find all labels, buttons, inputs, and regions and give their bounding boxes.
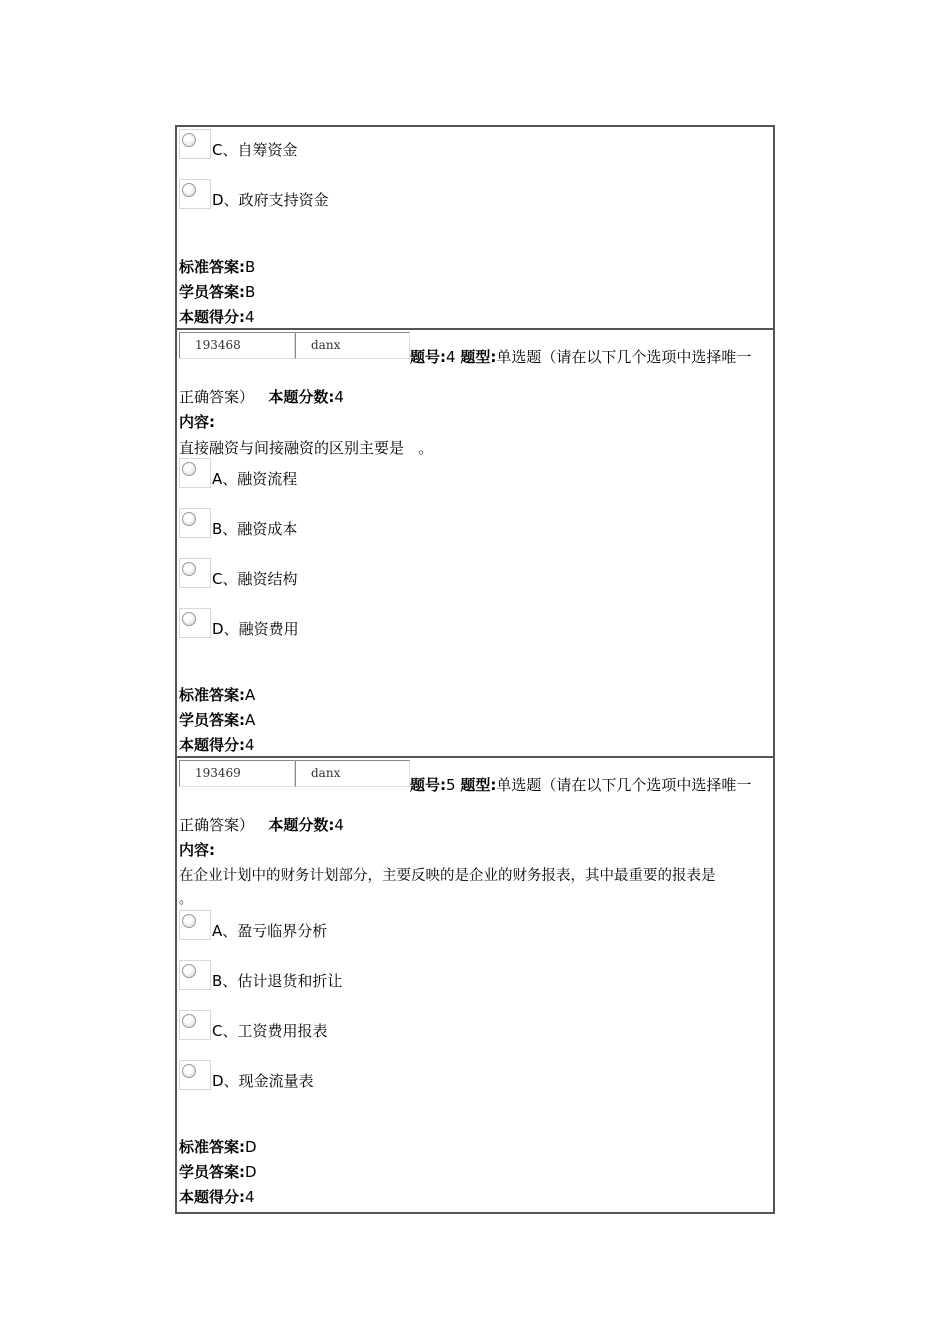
option-text: 工资费用报表	[237, 1022, 328, 1040]
radio-circle-icon	[182, 914, 196, 928]
option-letter: A	[212, 470, 223, 488]
option-letter: B	[212, 520, 223, 538]
option-letter: C	[212, 1022, 223, 1040]
standard-answer: 标准答案:D	[179, 1138, 257, 1156]
option-separator: 、	[223, 191, 239, 209]
radio-circle-icon	[182, 1064, 196, 1078]
radio-button[interactable]	[179, 179, 211, 209]
option-a[interactable]	[179, 910, 579, 944]
question-content: 在企业计划中的财务计划部分，主要反映的是企业的财务报表，其中最重要的报表是	[179, 868, 716, 884]
option-text: 融资结构	[237, 570, 298, 588]
option-letter: B	[212, 972, 223, 990]
option-text: 融资流程	[237, 470, 298, 488]
question-content-cont: 。	[179, 892, 193, 907]
option-text: 现金流量表	[238, 1072, 314, 1090]
option-separator: 、	[222, 570, 238, 588]
radio-button[interactable]	[179, 558, 211, 588]
option-separator: 、	[223, 620, 239, 638]
question-id-field: 193469	[179, 760, 295, 787]
radio-button[interactable]	[179, 1010, 211, 1040]
radio-button[interactable]	[179, 910, 211, 940]
radio-circle-icon	[182, 512, 196, 526]
option-text: 自筹资金	[237, 141, 298, 159]
option-letter: C	[212, 141, 223, 159]
option-text: 盈亏临界分析	[237, 922, 328, 940]
option-separator: 、	[222, 972, 238, 990]
option-d[interactable]	[179, 1060, 579, 1094]
question-4-block	[177, 330, 773, 758]
question-content: 直接融资与间接融资的区别主要是 。	[179, 439, 434, 457]
question-header-cont: 正确答案） 本题分数:4	[179, 388, 344, 406]
option-letter: D	[212, 620, 224, 638]
question-header: 题号:4 题型:单选题（请在以下几个选项中选择唯一	[410, 348, 752, 366]
question-header-cont: 正确答案） 本题分数:4	[179, 816, 344, 834]
option-separator: 、	[222, 1022, 238, 1040]
option-d[interactable]	[179, 179, 579, 213]
standard-answer: 标准答案:A	[179, 686, 256, 704]
radio-circle-icon	[182, 1014, 196, 1028]
option-text: 政府支持资金	[238, 191, 329, 209]
radio-circle-icon	[182, 612, 196, 626]
option-text: 融资成本	[237, 520, 298, 538]
option-text: 估计退货和折让	[237, 972, 343, 990]
option-letter: D	[212, 1072, 224, 1090]
option-text: 融资费用	[238, 620, 299, 638]
quiz-sheet	[175, 125, 775, 1214]
question-score: 本题得分:4	[179, 308, 255, 326]
question-5-block	[177, 758, 773, 1212]
question-header: 题号:5 题型:单选题（请在以下几个选项中选择唯一	[410, 776, 752, 794]
question-id-field: 193468	[179, 332, 295, 359]
option-c[interactable]	[179, 558, 579, 592]
option-separator: 、	[223, 1072, 239, 1090]
option-letter: A	[212, 922, 223, 940]
radio-button[interactable]	[179, 608, 211, 638]
student-answer: 学员答案:B	[179, 283, 256, 301]
radio-circle-icon	[182, 133, 196, 147]
radio-button[interactable]	[179, 1060, 211, 1090]
radio-button[interactable]	[179, 508, 211, 538]
option-letter: C	[212, 570, 223, 588]
standard-answer: 标准答案:B	[179, 258, 256, 276]
option-separator: 、	[222, 520, 238, 538]
student-answer: 学员答案:A	[179, 711, 256, 729]
radio-button[interactable]	[179, 960, 211, 990]
option-d[interactable]	[179, 608, 579, 642]
radio-circle-icon	[182, 462, 196, 476]
question-3-block	[177, 127, 773, 330]
student-answer: 学员答案:D	[179, 1163, 257, 1181]
radio-circle-icon	[182, 183, 196, 197]
question-type-field: danx	[295, 760, 410, 787]
content-label: 内容:	[179, 413, 215, 431]
option-separator: 、	[222, 470, 238, 488]
option-b[interactable]	[179, 960, 579, 994]
radio-button[interactable]	[179, 129, 211, 159]
option-c[interactable]	[179, 1010, 579, 1044]
option-separator: 、	[222, 141, 238, 159]
option-separator: 、	[222, 922, 238, 940]
option-c[interactable]	[179, 129, 579, 163]
radio-circle-icon	[182, 562, 196, 576]
content-label: 内容:	[179, 841, 215, 859]
option-a[interactable]	[179, 458, 579, 492]
radio-circle-icon	[182, 964, 196, 978]
question-type-field: danx	[295, 332, 410, 359]
question-score: 本题得分:4	[179, 736, 255, 754]
option-b[interactable]	[179, 508, 579, 542]
radio-button[interactable]	[179, 458, 211, 488]
option-letter: D	[212, 191, 224, 209]
question-score: 本题得分:4	[179, 1188, 255, 1206]
